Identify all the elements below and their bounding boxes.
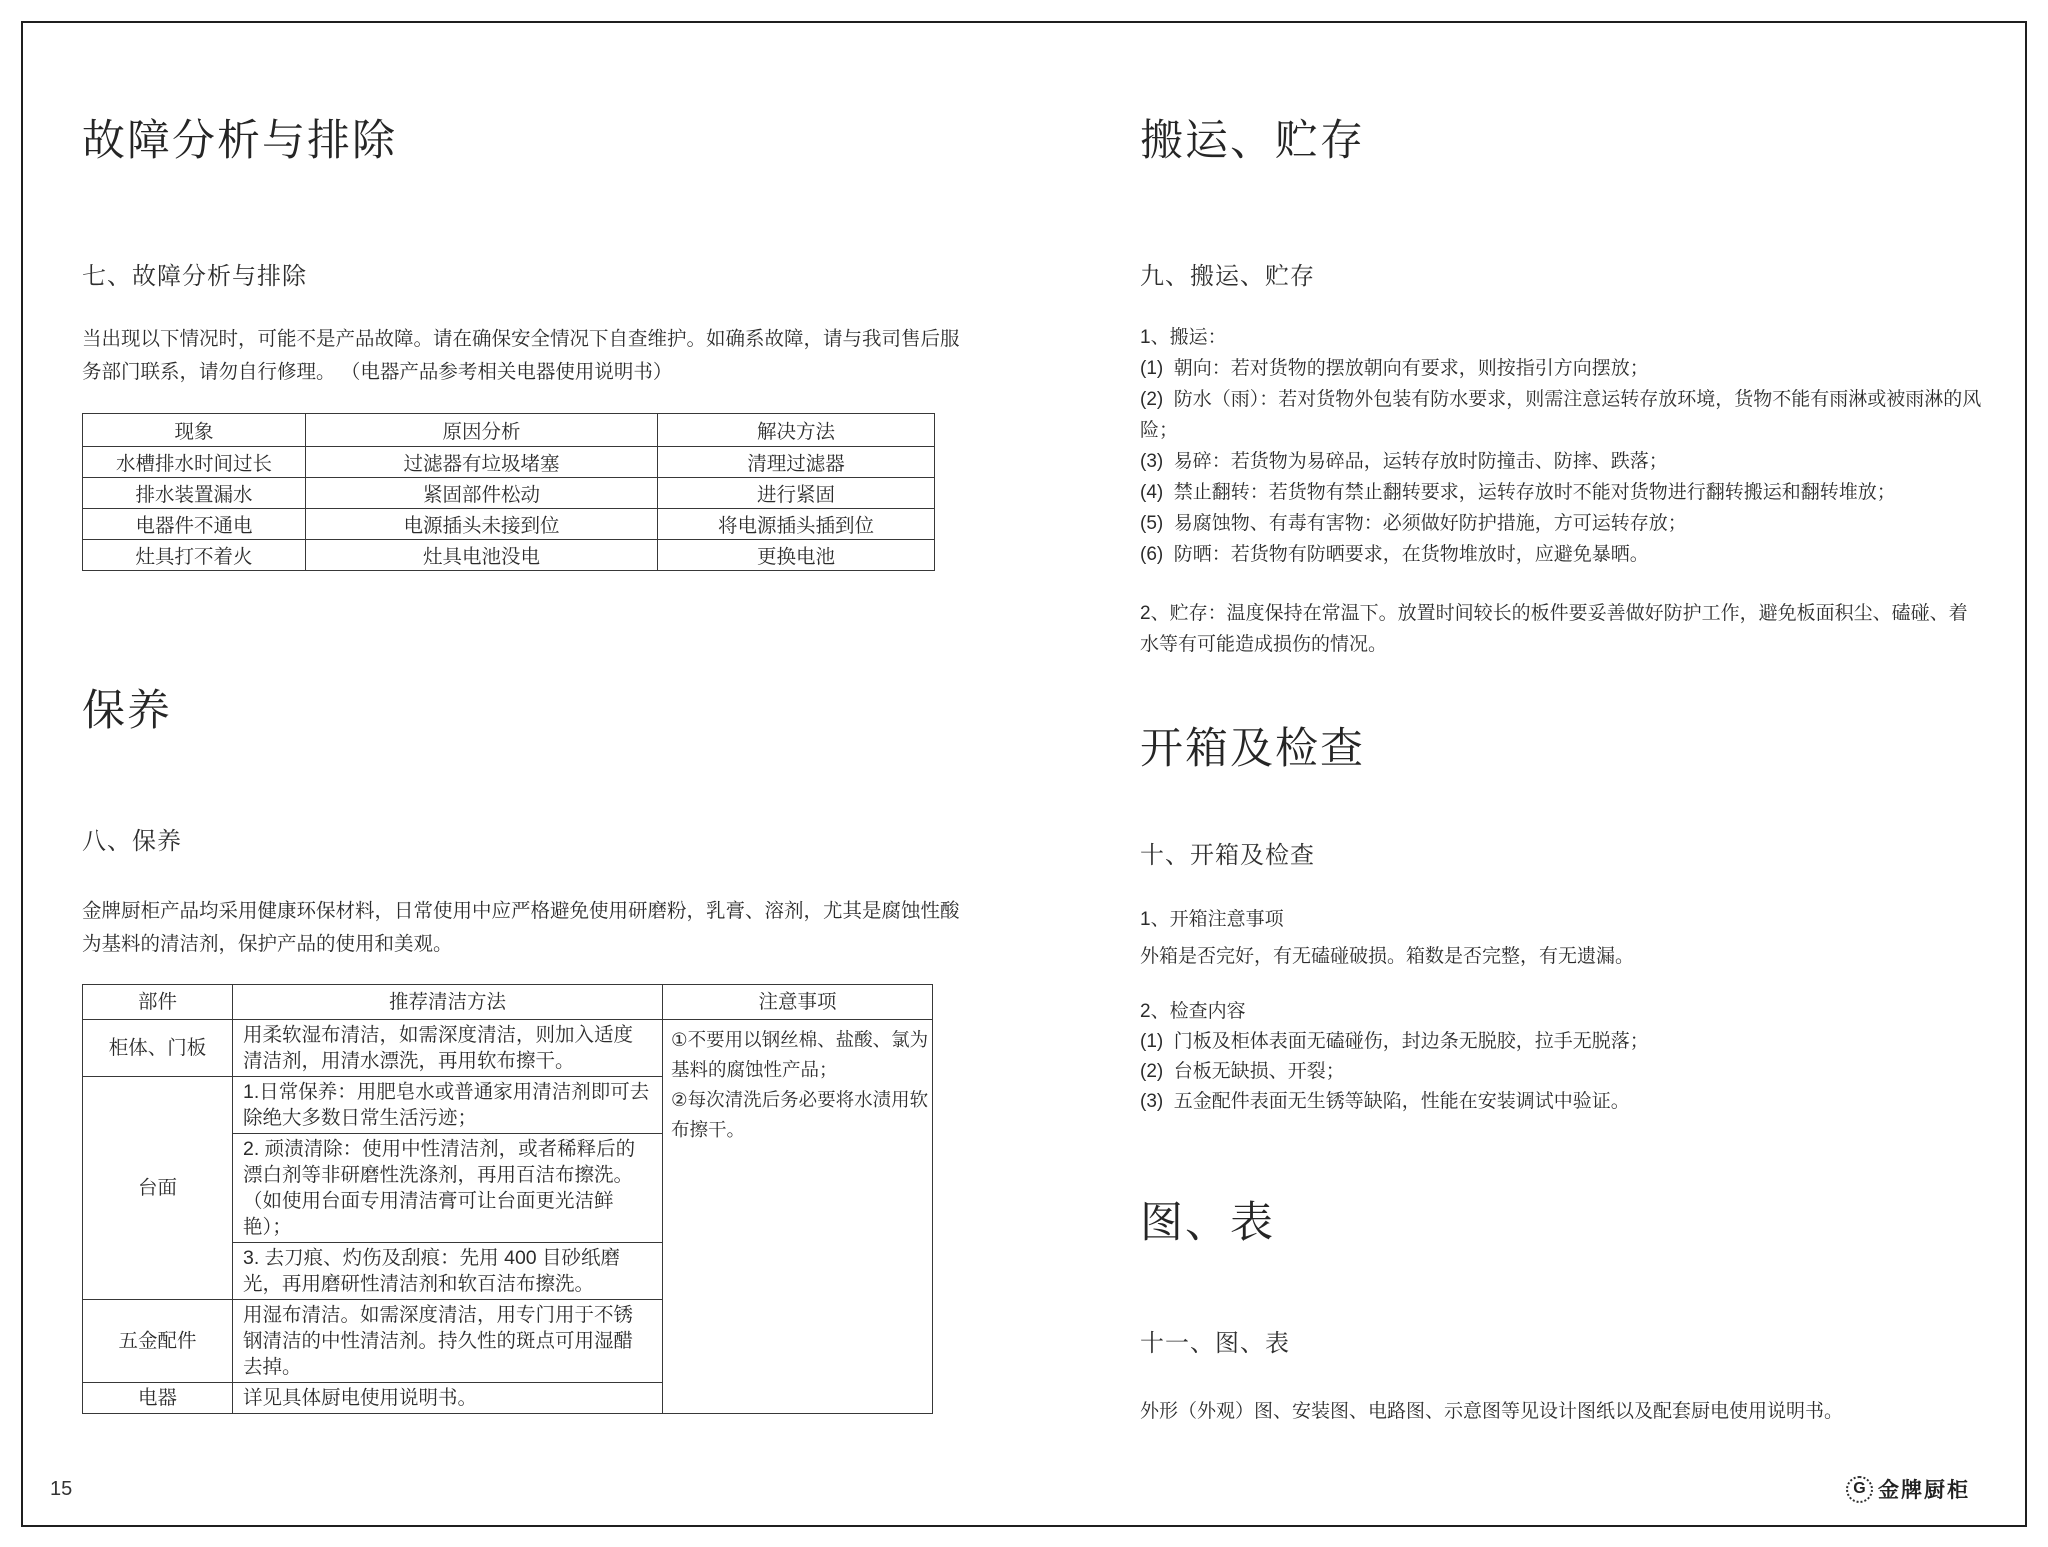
section-title-unboxing: 开箱及检查 xyxy=(1140,725,1365,773)
cell-method: 2. 顽渍清除：使用中性清洁剂，或者稀释后的漂白剂等非研磨性洗涤剂，再用百洁布擦洗。（如使用台面专用清洁膏可让台面更光洁鲜艳）； xyxy=(233,1134,663,1243)
cell: 电源插头未接到位 xyxy=(306,509,658,540)
list-item: (1) 门板及柜体表面无磕碰伤，封边条无脱胶，拉手无脱落； xyxy=(1140,1031,1649,1052)
cell-method: 3. 去刀痕、灼伤及刮痕：先用 400 目砂纸磨光，再用磨研性清洁剂和软百洁布擦洗。 xyxy=(233,1243,663,1300)
brand-logo xyxy=(1846,1474,1970,1504)
list-subheading: 1、开箱注意事项 xyxy=(1140,909,1284,930)
cell-part-appliance: 电器 xyxy=(83,1383,233,1414)
table-row xyxy=(83,1020,933,1077)
cell-part-hardware: 五金配件 xyxy=(83,1300,233,1383)
cell-method: 用湿布清洁。如需深度清洁，用专门用于不锈钢清洁的中性清洁剂。持久性的斑点可用湿醋去掉。 xyxy=(233,1300,663,1383)
list-item: (2) 防水（雨）：若对货物外包装有防水要求，则需注意运转存放环境，货物不能有雨淋或被雨淋的风险； xyxy=(1140,389,1982,441)
col-header-solution: 解决方法 xyxy=(658,414,935,447)
heading-maintenance: 八、保养 xyxy=(82,828,182,855)
maintenance-intro: 金牌厨柜产品均采用健康环保材料，日常使用中应严格避免使用研磨粉，乳膏、溶剂，尤其是腐蚀性酸为基料的清洁剂，保护产品的使用和美观。 xyxy=(82,900,960,955)
table-row xyxy=(83,478,935,509)
table-row xyxy=(83,540,935,571)
list-item: (3) 易碎：若货物为易碎品，运转存放时防撞击、防摔、跌落； xyxy=(1140,451,1668,472)
col-header-part: 部件 xyxy=(83,985,233,1020)
cell: 过滤器有垃圾堵塞 xyxy=(306,447,658,478)
list-item: (3) 五金配件表面无生锈等缺陷，性能在安装调试中验证。 xyxy=(1140,1091,1630,1112)
transport-list xyxy=(1140,322,1985,570)
troubleshooting-intro: 当出现以下情况时，可能不是产品故障。请在确保安全情况下自查维护。如确系故障，请与我司售后服务部门联系，请勿自行修理。 （电器产品参考相关电器使用说明书） xyxy=(82,328,960,383)
cell: 灶具电池没电 xyxy=(306,540,658,571)
table-row xyxy=(83,447,935,478)
cell-method: 详见具体厨电使用说明书。 xyxy=(233,1383,663,1414)
list-item: (1) 朝向：若对货物的摆放朝向有要求，则按指引方向摆放； xyxy=(1140,358,1649,379)
inspection-content-block xyxy=(1140,997,1985,1117)
cell: 紧固部件松动 xyxy=(306,478,658,509)
cell: 灶具打不着火 xyxy=(83,540,306,571)
heading-troubleshooting: 七、故障分析与排除 xyxy=(82,263,307,290)
col-header-cause: 原因分析 xyxy=(306,414,658,447)
cell: 清理过滤器 xyxy=(658,447,935,478)
cell-method: 用柔软湿布清洁，如需深度清洁，则加入适度清洁剂，用清水漂洗，再用软布擦干。 xyxy=(233,1020,663,1077)
note-line: ②每次清洗后务必要将水渍用软布擦干。 xyxy=(671,1089,929,1140)
unboxing-notes-block xyxy=(1140,901,1985,975)
section-title-figures-tables: 图、表 xyxy=(1140,1199,1275,1247)
cell-notes xyxy=(663,1020,933,1414)
note-line: ①不要用以钢丝棉、盐酸、氯为基料的腐蚀性产品； xyxy=(671,1029,929,1080)
storage-paragraph: 2、贮存：温度保持在常温下。放置时间较长的板件要妥善做好防护工作，避免板面积尘、磕碰、着水等有可能造成损伤的情况。 xyxy=(1140,603,1968,655)
list-subheading: 1、搬运： xyxy=(1140,327,1227,348)
list-item: (4) 禁止翻转：若货物有禁止翻转要求，运转存放时不能对货物进行翻转搬运和翻转堆放； xyxy=(1140,482,1896,503)
list-item: (2) 台板无缺损、开裂； xyxy=(1140,1061,1345,1082)
figures-tables-body: 外形（外观）图、安装图、电路图、示意图等见设计图纸以及配套厨电使用说明书。 xyxy=(1140,1401,1844,1422)
section-title-transport-storage: 搬运、贮存 xyxy=(1140,117,1365,165)
cell-method: 1.日常保养：用肥皂水或普通家用清洁剂即可去除绝大多数日常生活污迹； xyxy=(233,1077,663,1134)
table-header-row xyxy=(83,414,935,447)
page-number: 15 xyxy=(50,1478,73,1500)
table-header-row xyxy=(83,985,933,1020)
cell: 排水装置漏水 xyxy=(83,478,306,509)
cell: 水槽排水时间过长 xyxy=(83,447,306,478)
section-title-maintenance: 保养 xyxy=(82,687,172,735)
cell-part-cabinet: 柜体、门板 xyxy=(83,1020,233,1077)
list-subheading: 2、检查内容 xyxy=(1140,1001,1246,1022)
heading-figures-tables: 十一、图、表 xyxy=(1140,1330,1290,1357)
list-item: (6) 防晒：若货物有防晒要求，在货物堆放时，应避免暴晒。 xyxy=(1140,544,1649,565)
col-header-notes: 注意事项 xyxy=(663,985,933,1020)
list-item: 外箱是否完好，有无磕碰破损。箱数是否完整，有无遗漏。 xyxy=(1140,946,1635,967)
cell: 将电源插头插到位 xyxy=(658,509,935,540)
heading-transport-storage: 九、搬运、贮存 xyxy=(1140,263,1315,290)
troubleshooting-table xyxy=(82,413,935,571)
heading-unboxing: 十、开箱及检查 xyxy=(1140,842,1315,869)
goldenhome-logo-icon xyxy=(1846,1476,1873,1503)
col-header-method: 推荐清洁方法 xyxy=(233,985,663,1020)
cell: 电器件不通电 xyxy=(83,509,306,540)
cell: 更换电池 xyxy=(658,540,935,571)
section-title-troubleshooting: 故障分析与排除 xyxy=(82,117,397,165)
list-item: (5) 易腐蚀物、有毒有害物：必须做好防护措施，方可运转存放； xyxy=(1140,513,1687,534)
cell-part-countertop: 台面 xyxy=(83,1077,233,1300)
cell: 进行紧固 xyxy=(658,478,935,509)
col-header-phenomenon: 现象 xyxy=(83,414,306,447)
brand-name: 金牌厨柜 xyxy=(1878,1479,1970,1502)
table-row xyxy=(83,509,935,540)
logo-letter: G xyxy=(1853,1480,1866,1497)
maintenance-table xyxy=(82,984,933,1414)
